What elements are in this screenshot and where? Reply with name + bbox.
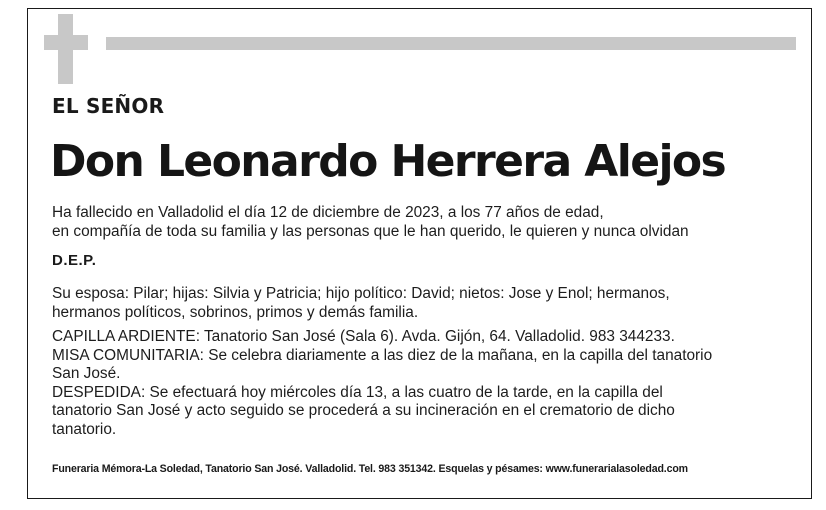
family-line: hermanos políticos, sobrinos, primos y demás familia. bbox=[52, 304, 419, 321]
details-line: DESPEDIDA: Se efectuará hoy miércoles día 13, a las cuatro de la tarde, en la capilla del bbox=[52, 383, 663, 401]
footer-contact: Funeraria Mémora-La Soledad, Tanatorio San José. Valladolid. Tel. 983 351342. Esquelas y pésames: www.funerarialasoledad.com bbox=[52, 463, 688, 475]
family-line: Su esposa: Pilar; hijas: Silvia y Patricia; hijo político: David; nietos: Jose y Enol; hermanos, bbox=[52, 285, 670, 302]
header-rule bbox=[106, 37, 796, 50]
title-label: EL SEÑOR bbox=[52, 94, 165, 118]
announcement-line: en compañía de toda su familia y las personas que le han querido, le quieren y nunca olvidan bbox=[52, 223, 689, 240]
deceased-name: Don Leonardo Herrera Alejos bbox=[50, 136, 726, 187]
announcement-line: Ha fallecido en Valladolid el día 12 de diciembre de 2023, a los 77 años de edad, bbox=[52, 204, 604, 221]
details-line: tanatorio San José y acto seguido se procederá a su incineración en el crematorio de dicho bbox=[52, 402, 675, 419]
announcement-paragraph bbox=[52, 203, 689, 241]
details-line: CAPILLA ARDIENTE: Tanatorio San José (Sala 6). Avda. Gijón, 64. Valladolid. 983 344233. bbox=[52, 328, 675, 345]
rip-label: D.E.P. bbox=[52, 252, 97, 269]
cross-icon-bar bbox=[44, 35, 88, 50]
details-paragraph bbox=[52, 328, 712, 439]
family-paragraph bbox=[52, 284, 670, 322]
details-line: San José. bbox=[52, 365, 121, 382]
details-line: tanatorio. bbox=[52, 420, 117, 438]
details-line: MISA COMUNITARIA: Se celebra diariamente a las diez de la mañana, en la capilla del tanatorio bbox=[52, 346, 713, 364]
